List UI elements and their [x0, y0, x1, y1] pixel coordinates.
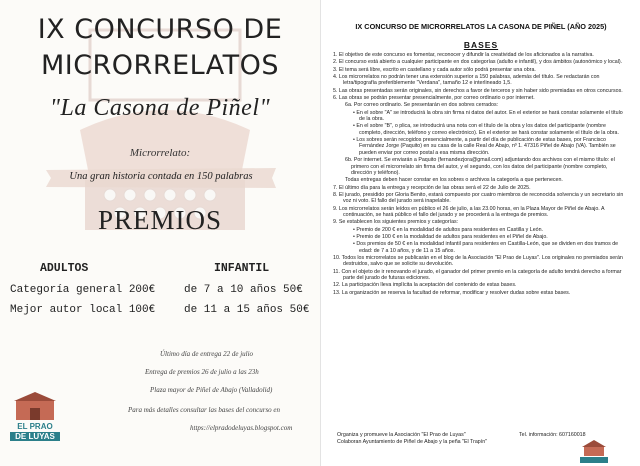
list-item: • En el sobre "A" se introducirá la obra sin firma ni datos del autor. En el exterior se hará constar solamente el título de la obra.: [353, 109, 623, 123]
list-item: • Dos premios de 50 € en la modalidad infantil para residentes en Castilla-León, que se dividen en dos tramos de edad: de 7 a 10 años, y de 11 a 15 años.: [353, 241, 619, 254]
prize-amount: 100€: [128, 304, 156, 316]
list-item: 11. Con el objeto de ir renovando el jurado, el ganador del primer premio en la categoría de adulto tendrá derecho a formar parte del jurado de futuras ediciones.: [333, 268, 622, 281]
list-item: 4. Los microrrelatos no podrán tener una extensión superior a 150 palabras, además del título. Se redactarán con letra/tipografía preferiblemente "Verdana", tamaño 12 e interlineado 1,5.: [333, 74, 600, 87]
list-item: 12. La participación lleva implícita la aceptación del contenido de estas bases.: [333, 282, 517, 289]
el-prao-de-luyas-logo: [10, 392, 60, 444]
footer-collaborators: Colaboran Ayuntamiento de Piñel de Abajo y la peña "El Trapín": [337, 438, 488, 445]
blog-link[interactable]: https://elpradodeluyas.blogspot.com: [190, 424, 293, 432]
prize-label: Categoría general: [10, 284, 123, 296]
adultos-row: [10, 284, 155, 296]
poster-title-line2: MICRORRELATOS: [40, 50, 280, 81]
infantil-row: [184, 304, 309, 316]
prize-label: Mejor autor local: [10, 304, 123, 316]
list-item: 9. Los microrrelatos serán leídos en público el 26 de julio, a las 23.00 horas, en la Plaza Mayor de Piñel de Abajo. A continuación, se hará público el fallo del jurado y se procederá a la entrega de premios.: [333, 205, 605, 218]
bases-list: [333, 52, 629, 297]
list-item: • En el sobre "B", o plica, se introducirá una nota con el título de la obra y los datos del participante (nombre completo, dirección, teléfono y correo electrónico). En el exterior se hará constar solamente el título de la obra.: [353, 123, 619, 136]
list-item: 10. Todos los microrrelatos se publicarán en el blog de la Asociación "El Prao de Luyas". Los originales no premiados serán destruidos, salvo que se solicite su devolución.: [333, 254, 623, 268]
list-item: 6b. Por internet. Se enviarán a Paquito (fernandezjora@gmail.com) adjuntando dos archivos con el mismo título: el primero con el microrrelato sin firma del autor, y el segundo, con los datos del participante (nombre completo, dirección y teléfono).: [345, 157, 615, 176]
footer-organizer: Organiza y promueve la Asociación "El Prao de Luyas": [337, 432, 466, 438]
prize-amount: 50€: [283, 284, 303, 296]
infantil-heading: INFANTIL: [214, 262, 270, 275]
premios-heading: PREMIOS: [97, 205, 223, 235]
ceremony-text: Entrega de premios 26 de julio a las 23h: [145, 368, 259, 376]
list-item: 6a. Por correo ordinario. Se presentarán en dos sobres cerrados:: [345, 102, 499, 109]
list-item: 5. Las obras presentadas serán originales, sin derechos a favor de terceros y sin haber sido premiadas en otros concursos.: [333, 87, 623, 94]
infantil-row: [184, 284, 303, 296]
poster-title-line3: "La Casona de Piñel": [49, 95, 271, 121]
location-text: Plaza mayor de Piñel de Abajo (Valladolid): [150, 386, 273, 394]
bases-heading: BASES: [463, 40, 499, 50]
document-title: IX CONCURSO DE MICRORRELATOS LA CASONA DE PIÑEL (AÑO 2025): [355, 22, 607, 31]
deadline-text: Último día de entrega 22 de julio: [160, 350, 254, 358]
list-item: 9. Se establecen los siguientes premios y categorías:: [333, 219, 459, 226]
list-item: 2. El concurso está abierto a cualquier participante en dos categorías (adulto e infantil), y dos ámbitos (autonómico y local).: [333, 59, 623, 66]
adultos-heading: ADULTOS: [40, 262, 89, 275]
details-text: Para más detalles consultar las bases del concurso en: [128, 406, 281, 414]
list-item: 8. El jurado, presidido por Gloria Benito, estará compuesto por cuatro miembros de reconocida solvencia y un secretario sin voz ni voto. El fallo del jurado será inapelable.: [333, 191, 624, 205]
adultos-row: [10, 304, 155, 316]
document-footer: [337, 432, 586, 445]
logo-building-icon: [10, 392, 60, 422]
prize-label: de 11 a 15 años: [184, 304, 284, 316]
prize-amount: 200€: [128, 284, 156, 296]
list-item: 13. La organización se reserva la facultad de reformar, modificar y resolver dudas sobre estas bases.: [333, 289, 571, 296]
logo-text-line1: EL PRAO: [17, 422, 53, 431]
list-item: 1. El objetivo de este concurso es fomentar, reconocer y difundir la creatividad de los aficionados a la narrativa.: [333, 52, 594, 58]
list-item: Todas entregas deben hacer constar en los sobres o archivos la categoría a que pertenecen.: [345, 177, 563, 184]
footer-phone: Tel. información: 607160018: [519, 432, 586, 438]
prize-label: de 7 a 10 años: [184, 284, 277, 296]
list-item: 6. Las obras se podrán presentar presencialmente, por correo ordinario o por internet.: [333, 95, 535, 102]
list-item: • Los sobres serán recogidos presencialmente, a partir del día de publicación de estas bases, por Francisco Fernández Jorge (Paquito) en su casa de la calle Real de Abajo, nº 1. 47316 Piñel de Abajo (VA). También se pueden enviar por correo postal a esa misma dirección.: [353, 137, 616, 156]
poster-title-line1: IX CONCURSO DE: [37, 14, 283, 45]
microrrelato-description: Una gran historia contada en 150 palabras: [69, 171, 253, 182]
logo-text-line2: DE LUYAS: [10, 432, 60, 441]
el-prao-de-luyas-small-logo-icon: [578, 440, 610, 464]
list-item: • Premio de 100 € en la modalidad de adultos para residentes en el Piñel de Abajo.: [353, 233, 548, 240]
list-item: • Premio de 200 € en la modalidad de adultos para residentes en Castilla y León.: [353, 226, 544, 233]
list-item: 3. El tema será libre, escrito en castellano y cada autor sólo podrá presentar una obra.: [333, 66, 536, 73]
bases-document: [320, 0, 640, 466]
prize-amount: 50€: [289, 304, 310, 316]
microrrelato-label: Microrrelato:: [129, 147, 191, 159]
list-item: 7. El último día para la entrega y recepción de las obras será el 22 de Julio de 2025.: [333, 184, 531, 191]
